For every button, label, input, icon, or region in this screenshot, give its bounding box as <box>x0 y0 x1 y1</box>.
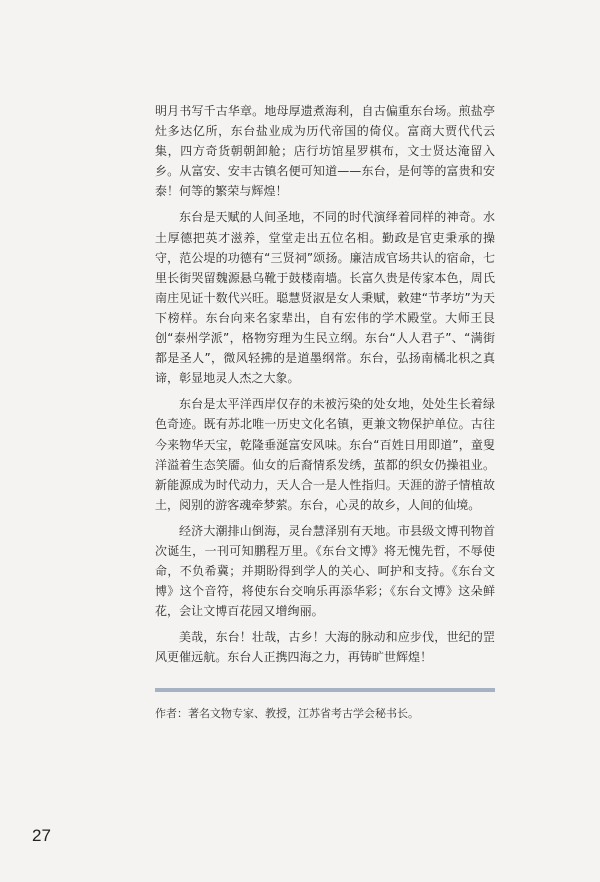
article-body <box>155 101 495 674</box>
paragraph-3: 东台是太平洋西岸仅存的未被污染的处女地，处处生长着绿色奇迹。既有苏北唯一历史文化名镇，更兼文物保护单位。古往今来物华天宝，乾隆垂涎富安风味。东台“百姓日用即道”，童叟洋溢着生态笑靥。仙女的后裔情系发绣，茧都的织女仍操祖业。新能源成为时代动力，天人合一是人性指归。天涯的游子情植故土，阅别的游客魂牵梦萦。东台，心灵的故乡，人间的仙境。 <box>155 397 495 512</box>
paragraph-4: 经济大潮排山倒海，灵台慧泽别有天地。市县级文博刊物首次诞生，一刊可知鹏程万里。《东台文博》将无愧先哲，不辱使命，不负希冀；并期盼得到学人的关心、呵护和支持。《东台文博》这个音符，将使东台交响乐再添华彩；《东台文博》这朵鲜花，会让文博百花园又增绚丽。 <box>155 523 495 619</box>
section-divider <box>155 688 495 692</box>
paragraph-2: 东台是天赋的人间圣地，不同的时代演绎着同样的神奇。水土厚德把英才滋养，堂堂走出五位名相。勤政是官吏秉承的操守，范公堤的功德有“三贤祠”颂扬。廉洁成官场共认的宿命，七里长街哭留魏源悬乌靴于鼓楼南墙。长富久贵是传家本色，周氏南庄见证十数代兴旺。聪慧贤淑是女人秉赋，敕建“节孝坊”为天下榜样。东台向来名家辈出，自有宏伟的学术殿堂。大师王艮创“泰州学派”，格物穷理为生民立纲。东台“人人君子”、“满街都是圣人”，微风轻拂的是道墨纲常。东台，弘扬南橘北枳之真谛，彰显地灵人杰之大象。 <box>155 210 495 386</box>
author-note: 作者：著名文物专家、教授，江苏省考古学会秘书长。 <box>155 707 419 720</box>
paragraph-1: 明月书写千古华章。地母厚遗煮海利，自古偏重东台场。煎盐亭灶多达亿所，东台盐业成为历代帝国的倚仪。富商大贾代代云集，四方奇货朝朝卸舱；店行坊馆星罗棋布，文士贤达淹留入乡。从富安、安丰古镇名便可知道——东台，是何等的富贵和安泰！何等的繁荣与辉煌！ <box>155 104 495 199</box>
paragraph-5: 美哉，东台！壮哉，古乡！大海的脉动和应步伐，世纪的罡风更催远航。东台人正携四海之力，再铸旷世辉煌！ <box>155 630 495 665</box>
page-number: 27 <box>32 826 51 845</box>
